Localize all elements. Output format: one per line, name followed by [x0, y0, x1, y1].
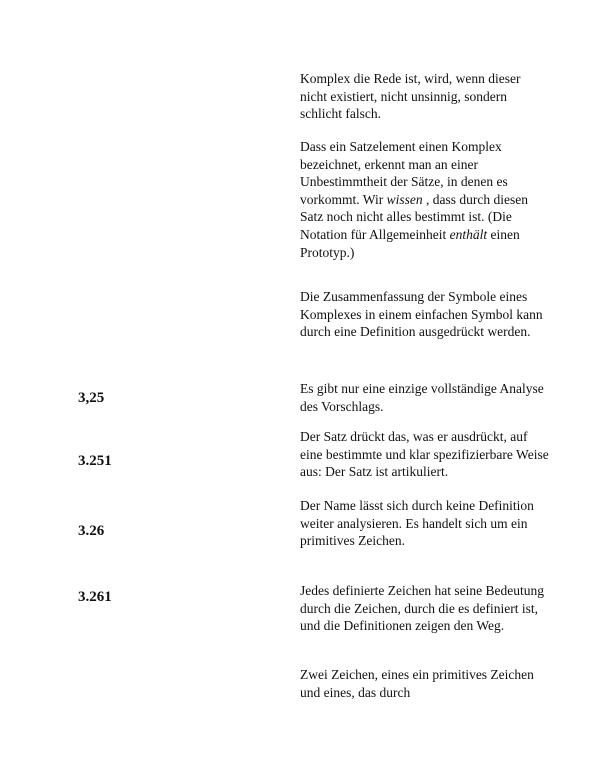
paragraph-indeterminacy-text-a: Dass ein Satzelement einen Komplex bezeichnet, erkennt man an einer Unbestimmtheit der Sätze, in denen es vorkommt. Wir [300, 139, 508, 207]
paragraph-symbol-summary: Die Zusammenfassung der Symbole eines Komplexes in einem einfachen Symbol kann durch eine Definition ausgedrückt werden. [300, 289, 543, 340]
section-number-3-26: 3.26 [78, 523, 105, 539]
emphasis-wissen: wissen [386, 191, 423, 207]
paragraph-complex-false: Komplex die Rede ist, wird, wenn dieser nicht existiert, nicht unsinnig, sondern schlicht falsch. [300, 71, 521, 122]
paragraph-articulated: Der Satz drückt das, was er ausdrückt, auf eine bestimmte und klar spezifizierbare Weise aus: Der Satz ist artikuliert. [300, 429, 549, 480]
section-number-3-261: 3.261 [78, 589, 112, 605]
paragraph-indeterminacy [300, 138, 550, 261]
section-number-3-251: 3.251 [78, 453, 112, 469]
paragraph-two-signs: Zwei Zeichen, eines ein primitives Zeichen und eines, das durch [300, 667, 534, 700]
paragraph-name-primitive: Der Name lässt sich durch keine Definition weiter analysieren. Es handelt sich um ein primitives Zeichen. [300, 498, 534, 549]
section-number-3-25: 3,25 [78, 390, 105, 406]
paragraph-indeterminacy-text-b: , dass durch diesen Satz noch nicht alles bestimmt ist. (Die Notation für Allgemeinheit [300, 191, 528, 242]
paragraph-single-analysis: Es gibt nur eine einzige vollständige Analyse des Vorschlags. [300, 381, 544, 414]
paragraph-indeterminacy-text-c: einen Prototyp.) [300, 226, 520, 260]
paragraph-defined-sign: Jedes definierte Zeichen hat seine Bedeutung durch die Zeichen, durch die es definiert ist, und die Definitionen zeigen den Weg. [300, 583, 545, 634]
emphasis-enthaelt: enthält [449, 226, 488, 242]
